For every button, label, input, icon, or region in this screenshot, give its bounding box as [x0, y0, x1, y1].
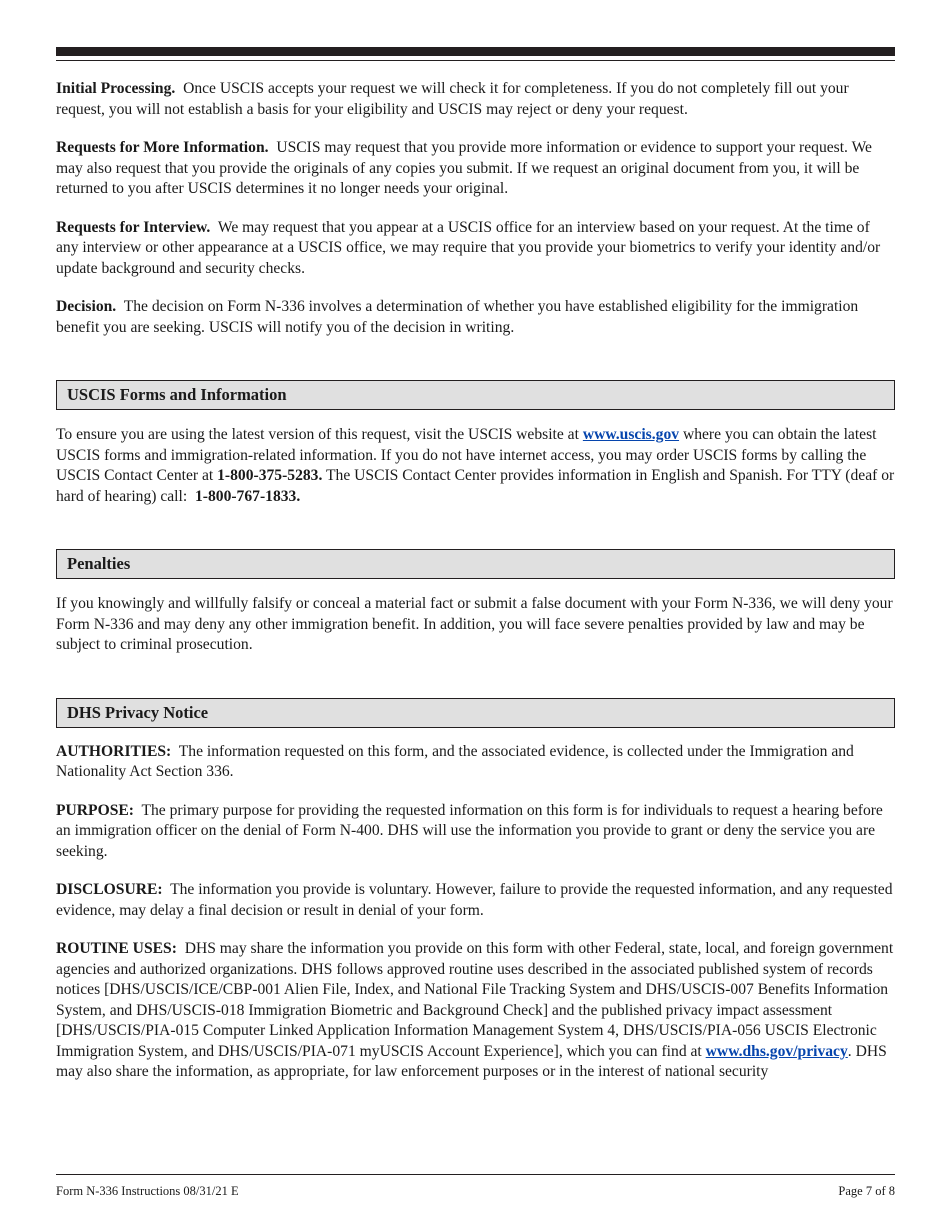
purpose-paragraph: [56, 801, 895, 863]
footer-page-number: Page 7 of 8: [838, 1184, 895, 1198]
contact-center-phone: 1-800-375-5283.: [217, 467, 323, 484]
tty-phone: 1-800-767-1833.: [194, 487, 301, 505]
interview-text: We may request that you appear at a USCIS office for an interview based on your request. At the time of any interview or other appearance at a USCIS office, we may require that you provide your biometrics to verify your identity and/or update background and security checks.: [56, 218, 881, 277]
interview-heading: Requests for Interview.: [56, 218, 211, 236]
forms-info-paragraph: [56, 425, 895, 507]
forms-info-text-3: The USCIS Contact Center provides information in English and Spanish. For TTY (deaf or hard of hearing) call:: [56, 467, 895, 505]
header-rule-thin: [56, 60, 895, 61]
page: [56, 47, 895, 1083]
purpose-text: The primary purpose for providing the requested information on this form is for individuals to request a hearing before an immigration officer on the denial of Form N-400. DHS will use the information you provide to grant or deny the service you are seeking.: [56, 801, 883, 860]
more-info-paragraph: [56, 138, 895, 200]
routine-uses-paragraph: [56, 939, 895, 1083]
decision-paragraph: [56, 297, 895, 338]
routine-uses-text-1: DHS may share the information you provide on this form with other Federal, state, local, and foreign government agencies and authorized organizations. DHS follows approved routine uses described in the associated published system of records notices [DHS/USCIS/ICE/CBP-001 Alien File, Index, and National File Tracking System and DHS/USCIS-007 Benefits Information System, and DHS/USCIS-018 Immigration Biometric and Background Check] and the published privacy impact assessment [DHS/USCIS/PIA-015 Computer Linked Application Information Management System 4, DHS/USCIS/PIA-056 USCIS Electronic Immigration System, and DHS/USCIS/PIA-071 myUSCIS Account Experience], which you can find at: [56, 940, 894, 1060]
document-body: [56, 79, 895, 1083]
forms-info-text-2: where you can obtain the latest USCIS forms and immigration-related information. If you do not have internet access, you may order USCIS forms by calling the USCIS Contact Center at: [56, 426, 877, 484]
interview-paragraph: [56, 218, 895, 280]
authorities-label: AUTHORITIES:: [56, 742, 172, 760]
section-heading-penalties: Penalties: [56, 549, 895, 579]
authorities-text: The information requested on this form, and the associated evidence, is collected under the Immigration and Nationality Act Section 336.: [56, 742, 854, 780]
disclosure-text: The information you provide is voluntary. However, failure to provide the requested information, and any requested evidence, may delay a final decision or result in denial of your form.: [56, 881, 893, 919]
disclosure-paragraph: [56, 880, 895, 921]
section-heading-forms-info: USCIS Forms and Information: [56, 380, 895, 410]
dhs-privacy-link[interactable]: www.dhs.gov/privacy: [705, 1042, 848, 1060]
purpose-label: PURPOSE:: [56, 801, 134, 819]
penalties-paragraph: If you knowingly and willfully falsify or conceal a material fact or submit a false document with your Form N-336, we will deny your Form N-336 and may deny any other immigration benefit. In addition, you will face severe penalties provided by law and may be subject to criminal prosecution.: [56, 595, 893, 653]
uscis-website-link[interactable]: www.uscis.gov: [582, 426, 680, 443]
routine-uses-text-2: . DHS may also share the information, as appropriate, for law enforcement purposes or in the interest of national security: [56, 1042, 887, 1080]
initial-processing-text: Once USCIS accepts your request we will check it for completeness. If you do not completely fill out your request, you will not establish a basis for your eligibility and USCIS may reject or deny your request.: [56, 80, 849, 118]
initial-processing-paragraph: [56, 79, 895, 120]
footer-form-id: Form N-336 Instructions 08/31/21 E: [56, 1184, 239, 1198]
decision-heading: Decision.: [56, 298, 117, 315]
initial-processing-heading: Initial Processing.: [56, 80, 176, 97]
forms-info-text-1: To ensure you are using the latest version of this request, visit the USCIS website at: [56, 426, 579, 443]
disclosure-label: DISCLOSURE:: [56, 881, 163, 898]
header-rule-thick: [56, 47, 895, 56]
more-info-heading: Requests for More Information.: [56, 139, 269, 156]
footer-rule: [56, 1174, 895, 1175]
more-info-text: USCIS may request that you provide more information or evidence to support your request. We may also request that you provide the originals of any copies you submit. If we request an original document from you, it will be returned to you after USCIS determines it no longer needs your original.: [56, 139, 872, 197]
section-heading-privacy: DHS Privacy Notice: [56, 698, 895, 728]
decision-text: The decision on Form N-336 involves a determination of whether you have established eligibility for the immigration benefit you are seeking. USCIS will notify you of the decision in writing.: [56, 298, 859, 336]
authorities-paragraph: [56, 742, 895, 783]
routine-uses-label: ROUTINE USES:: [56, 940, 177, 957]
